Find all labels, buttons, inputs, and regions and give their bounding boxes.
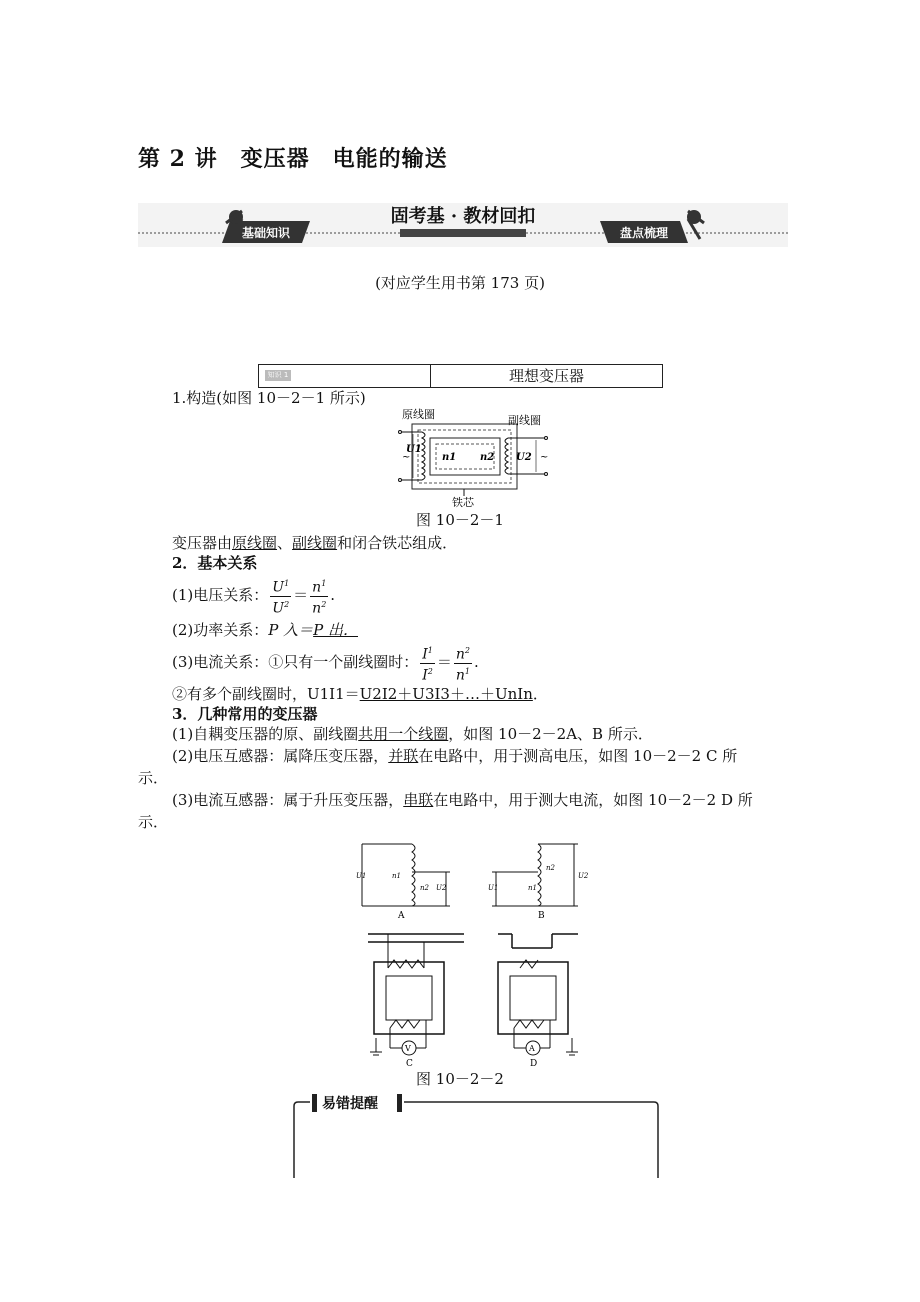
transformer-figure bbox=[396, 408, 556, 508]
banner-left-text: 基础知识 bbox=[241, 226, 291, 240]
svg-text:U2: U2 bbox=[578, 872, 589, 880]
knowledge-tag: 知识 1 bbox=[265, 370, 291, 381]
auto-transformer-line: (1)自耦变压器的原、副线圈共用一个线圈，如图 10－2－2A、B 所示． bbox=[172, 725, 653, 743]
svg-text:n2: n2 bbox=[420, 884, 429, 892]
label-voltmeter: V bbox=[405, 1044, 411, 1053]
current-relation: (3)电流关系：①只有一个副线圈时： $\frac{I^1}{I^2}$ ＝ $\frac{n^2}{n^1}$ . bbox=[172, 640, 479, 684]
current-transformer-line: (3)电流互感器：属于升压变压器，串联在电路中，用于测大电流，如图 10－2－2 D 所 bbox=[172, 791, 753, 809]
banner-right-text: 盘点梳理 bbox=[619, 226, 669, 240]
voltage-transformer-c bbox=[368, 934, 464, 1068]
svg-text:~: ~ bbox=[402, 452, 411, 463]
label-secondary-coil: 副线圈 bbox=[508, 414, 541, 427]
current-transformer-d bbox=[498, 934, 578, 1068]
svg-text:n1: n1 bbox=[392, 872, 401, 880]
svg-text:n2: n2 bbox=[546, 864, 555, 872]
current-transformer-cont: 示． bbox=[138, 813, 169, 831]
power-relation: (2)功率关系：P 入＝P 出． bbox=[172, 621, 358, 639]
knowledge-title: 理想变压器 bbox=[508, 367, 584, 385]
voltage-transformer-cont: 示． bbox=[138, 769, 169, 787]
svg-text:~: ~ bbox=[540, 452, 549, 463]
label-d: D bbox=[530, 1059, 538, 1068]
multi-coil-relation: ②有多个副线圈时，U1I1＝U2I2＋U3I3＋…＋UnIn． bbox=[172, 685, 548, 703]
sec3-heading: 3．几种常用的变压器 bbox=[172, 705, 318, 723]
page-title: 第 2 讲 变压器 电能的输送 bbox=[138, 146, 448, 172]
label-core: 铁芯 bbox=[452, 496, 474, 508]
voltage-relation: (1)电压关系： $\frac{U^1}{U^2}$ ＝ $\frac{n^1}{n^2}$ . bbox=[172, 573, 335, 617]
label-a: A bbox=[398, 911, 405, 921]
label-n2: n2 bbox=[480, 452, 495, 463]
page-reference: (对应学生用书第 173 页) bbox=[375, 274, 545, 292]
banner-center-text: 固考基 · 教材回扣 bbox=[390, 206, 536, 227]
fig1-caption: 图 10－2－1 bbox=[416, 511, 504, 529]
svg-text:U1: U1 bbox=[488, 884, 499, 892]
label-u1: U1 bbox=[406, 444, 422, 455]
fig2-caption: 图 10－2－2 bbox=[416, 1070, 504, 1088]
knowledge-header bbox=[258, 364, 663, 388]
label-primary-coil: 原线圈 bbox=[402, 408, 435, 421]
autotransformer-a bbox=[356, 844, 450, 921]
section-banner bbox=[138, 203, 788, 247]
svg-text:n1: n1 bbox=[528, 884, 537, 892]
reminder-title: 易错提醒 bbox=[322, 1096, 378, 1112]
transformer-types-figure bbox=[352, 838, 592, 1068]
label-c: C bbox=[406, 1059, 413, 1068]
label-n1: n1 bbox=[442, 452, 457, 463]
label-b: B bbox=[538, 911, 545, 921]
svg-text:U1: U1 bbox=[356, 872, 367, 880]
sec1-heading: 1.构造(如图 10－2－1 所示) bbox=[172, 389, 366, 407]
label-u2: U2 bbox=[516, 452, 532, 463]
sec2-heading: 2．基本关系 bbox=[172, 554, 258, 572]
label-ammeter: A bbox=[529, 1044, 535, 1053]
svg-text:U2: U2 bbox=[436, 884, 447, 892]
voltage-transformer-line: (2)电压互感器：属降压变压器，并联在电路中，用于测高电压，如图 10－2－2 C 所 bbox=[172, 747, 738, 765]
composition-line: 变压器由原线圈、副线圈和闭合铁芯组成． bbox=[172, 534, 458, 552]
error-reminder-box bbox=[292, 1092, 660, 1178]
autotransformer-b bbox=[488, 844, 589, 921]
